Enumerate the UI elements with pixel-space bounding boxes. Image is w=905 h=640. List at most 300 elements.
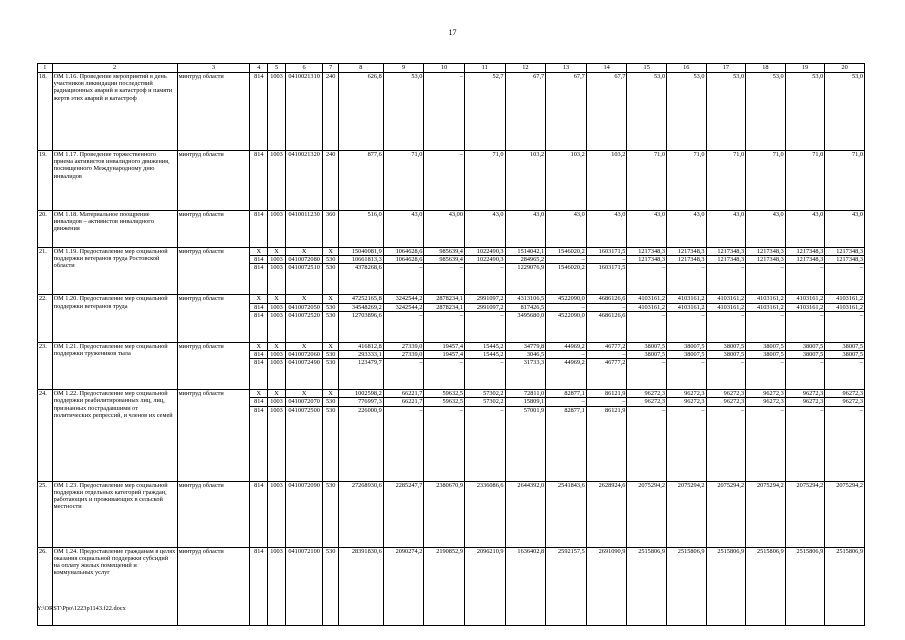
amount-cell: 27339,0 xyxy=(383,351,424,359)
amount-cell: – xyxy=(825,406,865,481)
budget-code-cell: 1003 xyxy=(268,211,286,248)
amount-cell: 1217348,3 xyxy=(706,248,746,256)
responsible-executor: минтруд области xyxy=(177,481,250,547)
amount-cell: – xyxy=(785,406,825,481)
amount-cell: 15445,2 xyxy=(464,351,505,359)
amount-cell: 15445,2 xyxy=(464,342,505,350)
amount-cell: 2644392,0 xyxy=(505,481,546,547)
amount-cell: 96272,3 xyxy=(785,390,825,398)
file-path-footer: Y:\ORST\Ppo\1223p1143.f22.docx xyxy=(37,605,126,612)
amount-cell: 96272,3 xyxy=(627,390,667,398)
amount-cell: 86121,9 xyxy=(586,406,627,481)
responsible-executor: минтруд области xyxy=(177,248,250,295)
budget-code-cell: 530 xyxy=(323,359,339,390)
amount-cell: 44969,2 xyxy=(546,342,587,350)
budget-code-cell: 360 xyxy=(323,211,339,248)
amount-cell: 2991097,2 xyxy=(464,295,505,303)
responsible-executor: минтруд области xyxy=(177,390,250,481)
column-number: 4 xyxy=(250,64,268,73)
amount-cell: 4103161,2 xyxy=(785,303,825,311)
row-number: 19. xyxy=(38,151,53,211)
amount-cell: 1064628,6 xyxy=(383,248,424,256)
amount-cell: – xyxy=(586,303,627,311)
amount-cell: 4103161,2 xyxy=(666,295,706,303)
amount-cell: 776997,3 xyxy=(338,398,383,406)
event-description: ОМ 1.23. Предоставление мер социальной поддержки отдельных категорий граждан, работающих и проживающих в сельской местности xyxy=(52,481,177,547)
budget-code-cell: 1003 xyxy=(268,351,286,359)
amount-cell: 2096210,9 xyxy=(464,547,505,625)
amount-cell: 38007,5 xyxy=(666,342,706,350)
table-row xyxy=(38,547,865,625)
amount-cell: 38007,5 xyxy=(746,342,786,350)
amount-cell: 4103161,2 xyxy=(825,303,865,311)
column-number: 10 xyxy=(424,64,465,73)
amount-cell: – xyxy=(546,398,587,406)
amount-cell: 1217348,3 xyxy=(746,248,786,256)
column-number: 2 xyxy=(52,64,177,73)
amount-cell: 2075294,2 xyxy=(666,481,706,547)
amount-cell: 82877,1 xyxy=(546,390,587,398)
amount-cell: 38007,5 xyxy=(825,342,865,350)
amount-cell: 4103161,2 xyxy=(706,303,746,311)
amount-cell: 38007,5 xyxy=(746,351,786,359)
column-number: 15 xyxy=(627,64,667,73)
amount-cell: – xyxy=(706,311,746,342)
amount-cell: – xyxy=(785,359,825,390)
amount-cell: 2515806,9 xyxy=(706,547,746,625)
amount-cell: – xyxy=(586,351,627,359)
responsible-executor: минтруд области xyxy=(177,73,250,151)
amount-cell: 71,0 xyxy=(746,151,786,211)
budget-code-cell: Х xyxy=(268,248,286,256)
budget-code-cell: 814 xyxy=(250,311,268,342)
budget-code-cell: 814 xyxy=(250,73,268,151)
budget-code-cell: 240 xyxy=(323,73,339,151)
amount-cell: – xyxy=(383,359,424,390)
budget-code-cell: 240 xyxy=(323,151,339,211)
budget-code-cell: Х xyxy=(250,248,268,256)
amount-cell: 4686126,6 xyxy=(586,295,627,303)
budget-code-cell: 1003 xyxy=(268,311,286,342)
budget-code-cell: 0410021320 xyxy=(285,151,322,211)
budget-code-cell: 0410072520 xyxy=(285,311,322,342)
amount-cell: 57001,9 xyxy=(505,406,546,481)
table-row xyxy=(38,73,865,151)
budget-code-cell: 530 xyxy=(323,311,339,342)
amount-cell: 31733,3 xyxy=(505,359,546,390)
amount-cell: 38007,5 xyxy=(785,351,825,359)
amount-cell: 52,7 xyxy=(464,73,505,151)
budget-code-cell: 1003 xyxy=(268,481,286,547)
column-number: 20 xyxy=(825,64,865,73)
amount-cell: 1217348,3 xyxy=(825,248,865,256)
column-number: 1 xyxy=(38,64,53,73)
budget-code-cell: 814 xyxy=(250,359,268,390)
responsible-executor: минтруд области xyxy=(177,151,250,211)
column-number: 19 xyxy=(785,64,825,73)
amount-cell: – xyxy=(424,264,465,295)
amount-cell: 1603171,5 xyxy=(586,248,627,256)
amount-cell: 1217348,3 xyxy=(627,256,667,264)
budget-code-cell: 0410072050 xyxy=(285,303,322,311)
amount-cell: 1217348,3 xyxy=(666,248,706,256)
amount-cell: 53,0 xyxy=(666,73,706,151)
amount-cell: – xyxy=(706,359,746,390)
row-number: 25. xyxy=(38,481,53,547)
budget-code-cell: 814 xyxy=(250,481,268,547)
amount-cell: – xyxy=(785,311,825,342)
amount-cell: 71,0 xyxy=(464,151,505,211)
budget-code-cell: 814 xyxy=(250,264,268,295)
budget-code-cell: 814 xyxy=(250,211,268,248)
amount-cell: – xyxy=(464,359,505,390)
budget-code-cell: 1003 xyxy=(268,547,286,625)
amount-cell: 66221,7 xyxy=(383,390,424,398)
amount-cell: 1603171,5 xyxy=(586,264,627,295)
budget-table xyxy=(37,63,865,626)
amount-cell: 103,2 xyxy=(586,151,627,211)
amount-cell: 12703896,6 xyxy=(338,311,383,342)
event-description: ОМ 1.19. Предоставление мер социальной поддержки ветеранов труда Ростовской области xyxy=(52,248,177,295)
amount-cell: 4686126,6 xyxy=(586,311,627,342)
amount-cell: – xyxy=(546,351,587,359)
amount-cell: 96272,3 xyxy=(627,398,667,406)
amount-cell: – xyxy=(627,406,667,481)
budget-code-cell: Х xyxy=(285,342,322,350)
amount-cell: 3046,5 xyxy=(505,351,546,359)
budget-code-cell: 0410072090 xyxy=(285,481,322,547)
budget-code-cell: 0410011230 xyxy=(285,211,322,248)
budget-code-cell: 0410072070 xyxy=(285,398,322,406)
amount-cell: 44969,2 xyxy=(546,359,587,390)
amount-cell: – xyxy=(383,406,424,481)
budget-code-cell: Х xyxy=(268,295,286,303)
budget-code-cell: Х xyxy=(285,390,322,398)
amount-cell: 2515806,9 xyxy=(825,547,865,625)
amount-cell: 46777,2 xyxy=(586,359,627,390)
amount-cell: 1636402,8 xyxy=(505,547,546,625)
budget-code-cell: Х xyxy=(323,248,339,256)
amount-cell: 82877,1 xyxy=(546,406,587,481)
amount-cell: 71,0 xyxy=(627,151,667,211)
amount-cell: 38007,5 xyxy=(825,351,865,359)
amount-cell: 27268930,6 xyxy=(338,481,383,547)
amount-cell: – xyxy=(383,264,424,295)
amount-cell: 47252165,8 xyxy=(338,295,383,303)
amount-cell: 57302,2 xyxy=(464,398,505,406)
amount-cell: 2878234,1 xyxy=(424,295,465,303)
amount-cell: 4103161,2 xyxy=(825,295,865,303)
budget-code-cell: 530 xyxy=(323,398,339,406)
column-number: 6 xyxy=(285,64,322,73)
amount-cell: 4103161,2 xyxy=(627,295,667,303)
amount-cell: 516,0 xyxy=(338,211,383,248)
amount-cell: 59632,5 xyxy=(424,390,465,398)
amount-cell: 71,0 xyxy=(825,151,865,211)
amount-cell: – xyxy=(706,264,746,295)
amount-cell: 293333,1 xyxy=(338,351,383,359)
amount-cell: 96272,3 xyxy=(825,398,865,406)
budget-code-cell: 0410072510 xyxy=(285,264,322,295)
table-row xyxy=(38,481,865,547)
amount-cell: 4522090,0 xyxy=(546,311,587,342)
amount-cell: 2878234,1 xyxy=(424,303,465,311)
amount-cell: – xyxy=(666,311,706,342)
amount-cell: 985639,4 xyxy=(424,248,465,256)
amount-cell: 4103161,2 xyxy=(666,303,706,311)
amount-cell: – xyxy=(666,406,706,481)
amount-cell: 43,0 xyxy=(706,211,746,248)
amount-cell: 43,0 xyxy=(627,211,667,248)
amount-cell: 96272,3 xyxy=(666,390,706,398)
amount-cell: 2592157,5 xyxy=(546,547,587,625)
amount-cell: 72811,0 xyxy=(505,390,546,398)
event-description: ОМ 1.16. Проведение мероприятий в день участников ликвидации последствий радиационных аварий и катастроф и памяти жертв этих аварий и катастроф xyxy=(52,73,177,151)
column-number: 17 xyxy=(706,64,746,73)
table-row xyxy=(38,295,865,303)
event-description: ОМ 1.18. Материальное поощрение инвалидов – активистов инвалидного движения xyxy=(52,211,177,248)
amount-cell: – xyxy=(706,406,746,481)
amount-cell: 71,0 xyxy=(666,151,706,211)
amount-cell: 43,00 xyxy=(424,211,465,248)
amount-cell: 2515806,9 xyxy=(666,547,706,625)
budget-code-cell: Х xyxy=(323,342,339,350)
budget-code-cell: 1003 xyxy=(268,303,286,311)
amount-cell: 15809,1 xyxy=(505,398,546,406)
amount-cell: 2991097,2 xyxy=(464,303,505,311)
amount-cell: – xyxy=(464,264,505,295)
amount-cell: 28391830,6 xyxy=(338,547,383,625)
amount-cell: 4103161,2 xyxy=(785,295,825,303)
amount-cell: 2075294,2 xyxy=(785,481,825,547)
amount-cell: 1546020,2 xyxy=(546,264,587,295)
budget-code-cell: 0410072080 xyxy=(285,256,322,264)
amount-cell: 4103161,2 xyxy=(746,303,786,311)
amount-cell: 43,0 xyxy=(785,211,825,248)
amount-cell: 4103161,2 xyxy=(746,295,786,303)
budget-code-cell: 0410021310 xyxy=(285,73,322,151)
amount-cell: 67,7 xyxy=(586,73,627,151)
amount-cell: 1064628,6 xyxy=(383,256,424,264)
amount-cell: 3242544,2 xyxy=(383,303,424,311)
amount-cell: – xyxy=(825,359,865,390)
budget-code-cell: Х xyxy=(268,390,286,398)
column-number: 13 xyxy=(546,64,587,73)
amount-cell: 34779,8 xyxy=(505,342,546,350)
amount-cell: 2380670,9 xyxy=(424,481,465,547)
amount-cell: – xyxy=(666,264,706,295)
budget-code-cell: 1003 xyxy=(268,359,286,390)
budget-code-cell: Х xyxy=(323,295,339,303)
budget-code-cell: 0410072490 xyxy=(285,359,322,390)
amount-cell: – xyxy=(586,256,627,264)
row-number: 23. xyxy=(38,342,53,389)
amount-cell: 1022490,3 xyxy=(464,248,505,256)
budget-code-cell: 1003 xyxy=(268,398,286,406)
amount-cell: 123479,7 xyxy=(338,359,383,390)
table-row xyxy=(38,211,865,248)
amount-cell: 38007,5 xyxy=(627,351,667,359)
amount-cell: 38007,5 xyxy=(785,342,825,350)
responsible-executor: минтруд области xyxy=(177,295,250,342)
column-number: 16 xyxy=(666,64,706,73)
table-row xyxy=(38,248,865,256)
amount-cell: 38007,5 xyxy=(627,342,667,350)
amount-cell: 43,0 xyxy=(383,211,424,248)
amount-cell: 96272,3 xyxy=(666,398,706,406)
amount-cell: – xyxy=(627,359,667,390)
amount-cell: – xyxy=(424,311,465,342)
budget-code-cell: 0410072060 xyxy=(285,351,322,359)
amount-cell: 38007,5 xyxy=(666,351,706,359)
amount-cell: 27339,0 xyxy=(383,342,424,350)
amount-cell: 1229076,9 xyxy=(505,264,546,295)
amount-cell: 53,0 xyxy=(627,73,667,151)
amount-cell: – xyxy=(666,359,706,390)
amount-cell: – xyxy=(464,406,505,481)
amount-cell: 15040081,9 xyxy=(338,248,383,256)
amount-cell: 96272,3 xyxy=(706,390,746,398)
amount-cell: 1217348,3 xyxy=(627,248,667,256)
amount-cell: 71,0 xyxy=(706,151,746,211)
amount-cell: 67,7 xyxy=(546,73,587,151)
amount-cell: – xyxy=(546,303,587,311)
row-number: 20. xyxy=(38,211,53,248)
column-number: 9 xyxy=(383,64,424,73)
amount-cell: 43,0 xyxy=(464,211,505,248)
amount-cell: 67,7 xyxy=(505,73,546,151)
column-number: 14 xyxy=(586,64,627,73)
amount-cell: 96272,3 xyxy=(746,390,786,398)
budget-code-cell: Х xyxy=(250,295,268,303)
amount-cell: 57302,2 xyxy=(464,390,505,398)
amount-cell: 4522090,0 xyxy=(546,295,587,303)
amount-cell: 1002598,2 xyxy=(338,390,383,398)
budget-code-cell: Х xyxy=(268,342,286,350)
budget-code-cell: 530 xyxy=(323,351,339,359)
column-number: 11 xyxy=(464,64,505,73)
row-number: 21. xyxy=(38,248,53,295)
amount-cell: – xyxy=(627,311,667,342)
amount-cell: 4103161,2 xyxy=(627,303,667,311)
budget-code-cell: 1003 xyxy=(268,264,286,295)
amount-cell: 2075294,2 xyxy=(706,481,746,547)
amount-cell: 4378268,6 xyxy=(338,264,383,295)
amount-cell: 1022490,3 xyxy=(464,256,505,264)
budget-code-cell: Х xyxy=(250,390,268,398)
responsible-executor: минтруд области xyxy=(177,547,250,625)
amount-cell: 1546020,2 xyxy=(546,248,587,256)
budget-code-cell: 814 xyxy=(250,256,268,264)
budget-code-cell: 814 xyxy=(250,398,268,406)
row-number: 24. xyxy=(38,390,53,481)
amount-cell: 2090274,2 xyxy=(383,547,424,625)
amount-cell: – xyxy=(424,359,465,390)
amount-cell: 2285247,7 xyxy=(383,481,424,547)
budget-code-cell: 0410072500 xyxy=(285,406,322,481)
amount-cell: – xyxy=(825,311,865,342)
event-description: ОМ 1.21. Предоставление мер социальной поддержки тружеников тыла xyxy=(52,342,177,389)
amount-cell: 43,0 xyxy=(505,211,546,248)
amount-cell: 3242544,2 xyxy=(383,295,424,303)
budget-code-cell: 530 xyxy=(323,406,339,481)
amount-cell: 1217348,3 xyxy=(746,256,786,264)
budget-code-cell: Х xyxy=(250,342,268,350)
amount-cell: – xyxy=(746,311,786,342)
amount-cell: 96272,3 xyxy=(785,398,825,406)
amount-cell: – xyxy=(424,73,465,151)
amount-cell: – xyxy=(746,264,786,295)
amount-cell: 53,0 xyxy=(706,73,746,151)
amount-cell: – xyxy=(424,406,465,481)
amount-cell: 59632,5 xyxy=(424,398,465,406)
amount-cell: 2336086,6 xyxy=(464,481,505,547)
amount-cell: 2515806,9 xyxy=(627,547,667,625)
amount-cell: – xyxy=(746,406,786,481)
page-number: 17 xyxy=(448,28,457,37)
amount-cell: 3495680,0 xyxy=(505,311,546,342)
budget-code-cell: 1003 xyxy=(268,73,286,151)
amount-cell: 103,2 xyxy=(505,151,546,211)
table-row xyxy=(38,151,865,211)
table-row xyxy=(38,390,865,398)
amount-cell: 19457,4 xyxy=(424,342,465,350)
budget-code-cell: 814 xyxy=(250,303,268,311)
amount-cell: 71,0 xyxy=(383,151,424,211)
amount-cell: 38007,5 xyxy=(706,351,746,359)
amount-cell: 43,0 xyxy=(586,211,627,248)
budget-code-cell: 530 xyxy=(323,264,339,295)
amount-cell: 4313106,5 xyxy=(505,295,546,303)
amount-cell: 103,2 xyxy=(546,151,587,211)
amount-cell: 43,0 xyxy=(666,211,706,248)
row-number: 18. xyxy=(38,73,53,151)
amount-cell: 2190852,9 xyxy=(424,547,465,625)
amount-cell: 626,8 xyxy=(338,73,383,151)
event-description: ОМ 1.17. Проведение торжественного приема активистов инвалидного движения, посвященного Международному дню инвалидов xyxy=(52,151,177,211)
amount-cell: 1514042,1 xyxy=(505,248,546,256)
event-description: ОМ 1.22. Предоставление мер социальной поддержки реабилитированных лиц, лиц, признанных пострадавшими от политических репрессий, и членов их семей xyxy=(52,390,177,481)
amount-cell: 1217348,3 xyxy=(825,256,865,264)
row-number: 26. xyxy=(38,547,53,625)
responsible-executor: минтруд области xyxy=(177,211,250,248)
amount-cell: 1217348,3 xyxy=(785,248,825,256)
amount-cell: 46777,2 xyxy=(586,342,627,350)
amount-cell: 226000,9 xyxy=(338,406,383,481)
amount-cell: 2075294,2 xyxy=(746,481,786,547)
amount-cell: 53,0 xyxy=(383,73,424,151)
amount-cell: 43,0 xyxy=(746,211,786,248)
amount-cell: – xyxy=(586,398,627,406)
amount-cell: 34548269,2 xyxy=(338,303,383,311)
amount-cell: 985639,4 xyxy=(424,256,465,264)
column-number: 3 xyxy=(177,64,250,73)
amount-cell: 53,0 xyxy=(746,73,786,151)
budget-code-cell: 530 xyxy=(323,256,339,264)
amount-cell: 2541843,6 xyxy=(546,481,587,547)
amount-cell: 38007,5 xyxy=(706,342,746,350)
amount-cell: 1217348,3 xyxy=(706,256,746,264)
budget-code-cell: 530 xyxy=(323,303,339,311)
amount-cell: – xyxy=(424,151,465,211)
event-description: ОМ 1.24. Предоставление гражданам в целях оказания социальной поддержки субсидий на оплату жилых помещений и коммунальных услуг xyxy=(52,547,177,625)
budget-code-cell: Х xyxy=(285,295,322,303)
amount-cell: 1217348,3 xyxy=(785,256,825,264)
responsible-executor: минтруд области xyxy=(177,342,250,389)
budget-code-cell: 1003 xyxy=(268,151,286,211)
budget-code-cell: Х xyxy=(323,390,339,398)
amount-cell: 877,6 xyxy=(338,151,383,211)
